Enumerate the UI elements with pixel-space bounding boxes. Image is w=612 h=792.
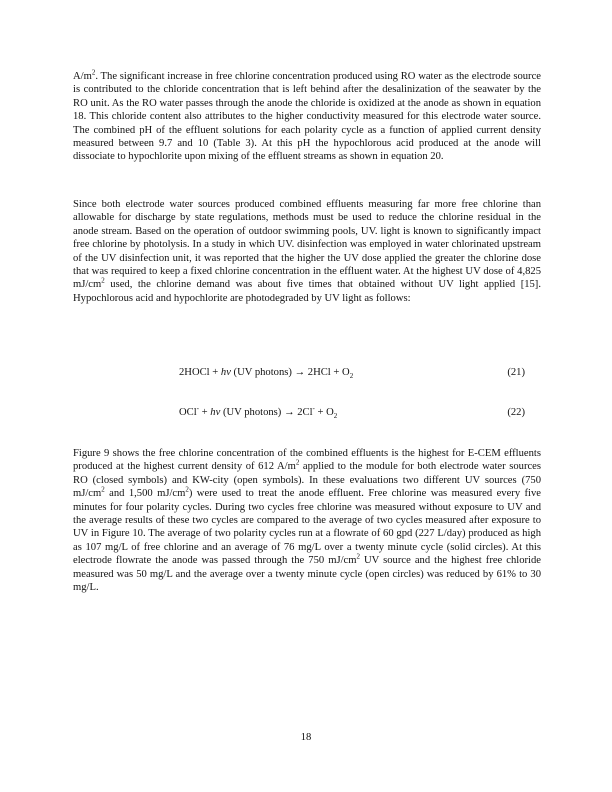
equation-21-formula: 2HOCl + hv (UV photons) → $2HCl + O_2$ — [179, 367, 354, 381]
equation-22-formula: OCl- + hv (UV photons) → $2Cl^- + O_2$ — [179, 404, 338, 421]
equation-21-number: (21) — [507, 367, 525, 378]
page-number: 18 — [300, 732, 312, 743]
paragraph-uv-photolysis: Since both electrode water sources produced combined effluents measuring far more free chlorine than allowable for discharge by state regulations, methods must be used to reduce the chlorine residual in the anode stream. Based on the operation of outdoor swimming pools, UV. light is known to significantly impact free chlorine by photolysis. In a study in which UV. disinfection was employed in water chlorinated upstream of the UV disinfection unit, it was reported that the higher the UV dose applied the greater the chlorine dose that was required to keep a fixed chlorine concentration in the effluent water. At the highest UV dose of 4,825 $mJ/cm^2$ used, the chlorine demand was about five times that obtained without UV light applied [15]. Hypochlorous acid and hypochlorite are photodegraded by UV light as follows: — [73, 199, 541, 304]
paragraph-current-density-ro-water: $A/m^2$. The significant increase in free chlorine concentration produced using RO water as the electrode source is contributed to the chloride concentration that is left behind after the desalinization of the seawater by the RO unit. As the RO water passes through the anode the chloride is oxidized at the anode as shown in equation 18. This chloride content also attributes to the higher conductivity measured for this electrode water source. The combined pH of the effluent solutions for each polarity cycle as a function of applied current density measured between 9.7 and 10 (Table 3). At this pH the hypochlorous acid produced at the anode will dissociate to hypochlorite upon mixing of the effluent streams as shown in equation 20. — [73, 68, 541, 163]
equation-22-number: (22) — [507, 407, 525, 418]
paragraph-figure-9-results: Figure 9 shows the free chlorine concentration of the combined effluents is the highest for E-CEM effluents produced at the highest current density of 612 $A/m^2$ applied to the module for both electrode water sources RO (closed symbols) and KW-city (open symbols). In these evaluations two different UV sources (750 $mJ/cm^2$ and 1,500 $mJ/cm^2$) were used to treat the anode effluent. Free chlorine was measured every five minutes for four polarity cycles. During two cycles free chlorine was measured without exposure to UV and the average results of these two cycles are compared to the average of two cycles measured after exposure to UV in Figure 10. The average of two polarity cycles run at a flowrate of 60 gpd (227 L/day) produced as high as 107 mg/L of free chlorine and an average of 76 mg/L over a twenty minute cycle (solid circles). At this electrode flowrate the anode was passed through the 750 $mJ/cm^2$ UV source and the highest free chloride measured was 50 mg/L and the average over a twenty minute cycle (open circles) was reduced by 61% to 30 mg/L. — [73, 448, 541, 594]
